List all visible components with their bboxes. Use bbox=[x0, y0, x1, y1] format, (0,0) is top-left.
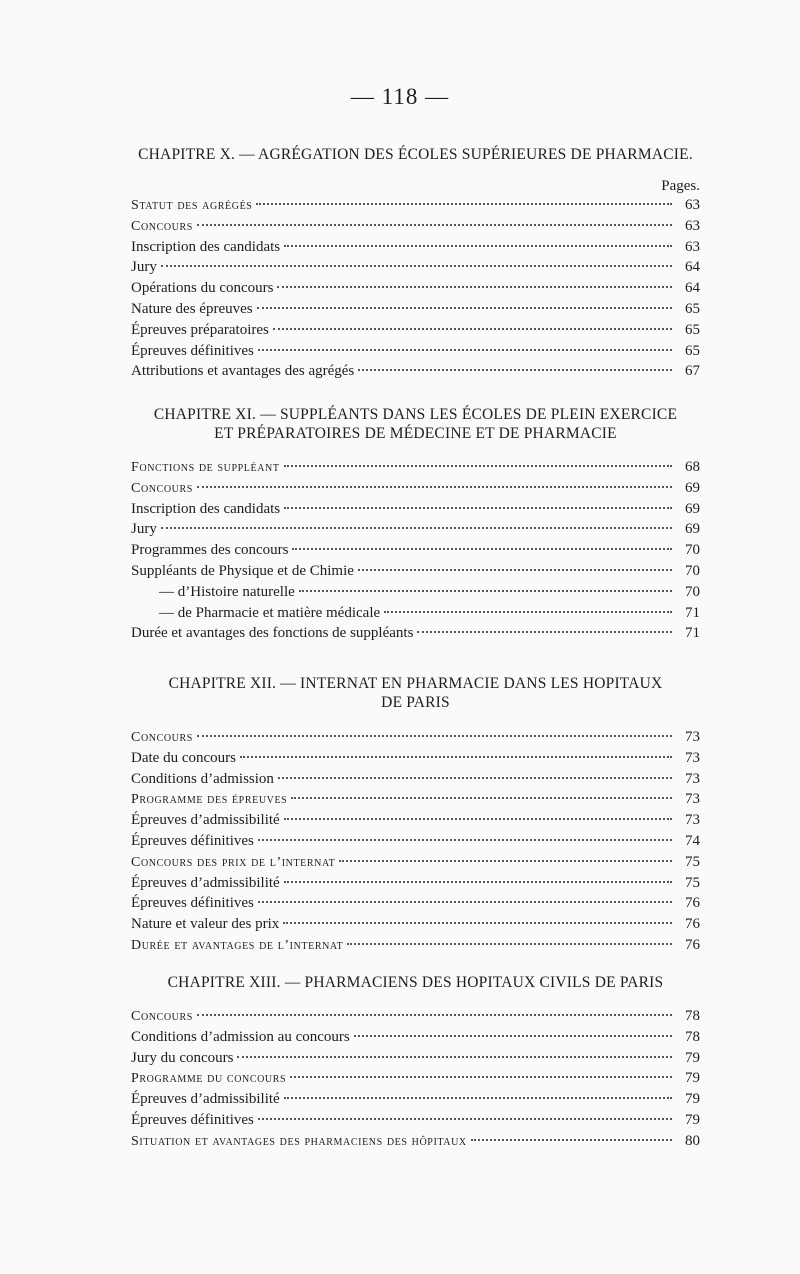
toc-entry-label: — de Pharmacie et matière médicale bbox=[159, 604, 381, 621]
dot-leader bbox=[161, 264, 672, 267]
toc-entry-page: 65 bbox=[685, 342, 700, 359]
toc-entry bbox=[131, 363, 700, 384]
dot-leader bbox=[354, 1034, 672, 1037]
chapter-entries bbox=[131, 729, 700, 958]
toc-entry-page: 78 bbox=[685, 1008, 700, 1024]
toc-entry-label: Nature et valeur des prix bbox=[131, 916, 280, 933]
toc-entry bbox=[131, 1008, 700, 1029]
toc-entry-label: Concours bbox=[131, 218, 193, 234]
dot-leader bbox=[240, 755, 672, 758]
chapter-title-line: DE PARIS bbox=[381, 694, 450, 711]
toc-entry bbox=[131, 812, 700, 833]
dot-leader bbox=[339, 859, 672, 862]
toc-entry-page: 65 bbox=[685, 321, 700, 338]
dot-leader bbox=[197, 734, 672, 737]
toc-entry bbox=[131, 1133, 700, 1154]
toc-entry-page: 73 bbox=[685, 749, 700, 766]
toc-entry bbox=[131, 343, 700, 364]
toc-entry-page: 80 bbox=[685, 1132, 700, 1149]
toc-entry bbox=[131, 1050, 700, 1071]
pages-label: Pages. bbox=[661, 178, 700, 194]
dot-leader bbox=[197, 1013, 672, 1016]
toc-entry bbox=[131, 584, 700, 605]
toc-entry bbox=[131, 605, 700, 626]
toc-entry bbox=[131, 875, 700, 896]
dot-leader bbox=[384, 610, 672, 613]
dot-leader bbox=[278, 776, 672, 779]
toc-entry bbox=[131, 563, 700, 584]
chapter-title-line: ET PRÉPARATOIRES DE MÉDECINE ET DE PHARMACIE bbox=[214, 425, 617, 442]
toc-entry-label: Concours bbox=[131, 480, 193, 496]
dot-leader bbox=[237, 1055, 672, 1058]
toc-entry-label: Durée et avantages de l’internat bbox=[131, 937, 344, 953]
toc-entry-label: Épreuves d’admissibilité bbox=[131, 812, 280, 829]
dot-leader bbox=[258, 900, 672, 903]
dot-leader bbox=[417, 630, 672, 633]
dot-leader bbox=[284, 817, 672, 820]
toc-entry-label: Inscription des candidats bbox=[131, 238, 281, 255]
toc-entry-label: Programme des épreuves bbox=[131, 792, 288, 808]
toc-entry bbox=[131, 1070, 700, 1091]
toc-entry bbox=[131, 521, 700, 542]
chapter-title bbox=[131, 145, 700, 164]
toc-entry bbox=[131, 854, 700, 875]
toc-entry bbox=[131, 937, 700, 958]
toc-entry-page: 79 bbox=[685, 1049, 700, 1066]
toc-entry bbox=[131, 916, 700, 937]
toc-entry-label: — d’Histoire naturelle bbox=[159, 583, 295, 600]
toc-entry-label: Date du concours bbox=[131, 749, 236, 766]
toc-entry-label: Jury du concours bbox=[131, 1049, 234, 1066]
toc-entry-page: 68 bbox=[685, 459, 700, 475]
toc-entry-page: 69 bbox=[685, 479, 700, 496]
toc-entry-label: Programme du concours bbox=[131, 1071, 287, 1087]
toc-entry-label: Jury bbox=[131, 521, 157, 538]
toc-entry bbox=[131, 480, 700, 501]
toc-entry-page: 75 bbox=[685, 853, 700, 870]
toc-entry bbox=[131, 218, 700, 239]
chapter-title bbox=[131, 405, 700, 443]
toc-entry-page: 64 bbox=[685, 259, 700, 276]
chapter-title-line: CHAPITRE XII. — INTERNAT EN PHARMACIE DANS LES HOPITAUX bbox=[168, 675, 663, 692]
toc-entry-page: 71 bbox=[685, 625, 700, 642]
dot-leader bbox=[197, 223, 672, 226]
toc-entry bbox=[131, 771, 700, 792]
toc-entry-page: 64 bbox=[685, 280, 700, 297]
toc-entry bbox=[131, 239, 700, 260]
toc-entry bbox=[131, 280, 700, 301]
toc-entry-label: Conditions d’admission au concours bbox=[131, 1028, 350, 1045]
dot-leader bbox=[257, 306, 672, 309]
toc-entry bbox=[131, 729, 700, 750]
toc-entry-label: Épreuves définitives bbox=[131, 342, 254, 359]
toc-entry-label: Programmes des concours bbox=[131, 542, 289, 559]
toc-entry-label: Concours bbox=[131, 1009, 193, 1024]
dot-leader bbox=[197, 485, 672, 488]
toc-entry-label: Durée et avantages des fonctions de suppléants bbox=[131, 625, 414, 642]
dot-leader bbox=[358, 368, 672, 371]
toc-entry bbox=[131, 895, 700, 916]
chapter-title bbox=[131, 973, 700, 992]
dot-leader bbox=[284, 1096, 672, 1099]
toc-entry-page: 79 bbox=[685, 1091, 700, 1108]
toc-entry-page: 67 bbox=[685, 363, 700, 380]
dot-leader bbox=[291, 796, 672, 799]
toc-entry bbox=[131, 750, 700, 771]
toc-entry bbox=[131, 833, 700, 854]
toc-entry-page: 65 bbox=[685, 300, 700, 317]
chapter-title bbox=[131, 674, 700, 712]
toc-entry-page: 73 bbox=[685, 770, 700, 787]
toc-entry-label: Conditions d’admission bbox=[131, 770, 274, 787]
toc-entry bbox=[131, 322, 700, 343]
chapter-entries bbox=[131, 459, 700, 646]
chapter-entries bbox=[131, 197, 700, 384]
toc-entry-label: Épreuves définitives bbox=[131, 895, 254, 912]
toc-entry-label: Épreuves d’admissibilité bbox=[131, 1091, 280, 1108]
dot-leader bbox=[256, 202, 672, 205]
toc-entry-page: 73 bbox=[685, 812, 700, 829]
toc-entry-label: Fonctions de suppléant bbox=[131, 460, 280, 475]
dot-leader bbox=[299, 589, 672, 592]
dot-leader bbox=[284, 464, 672, 467]
toc-entry-label: Concours des prix de l’internat bbox=[131, 854, 336, 870]
toc-entry bbox=[131, 459, 700, 480]
toc-entry-label: Concours bbox=[131, 730, 193, 745]
chapter-title-line: CHAPITRE XIII. — PHARMACIENS DES HOPITAUX CIVILS DE PARIS bbox=[167, 974, 664, 991]
toc-entry bbox=[131, 1112, 700, 1133]
dot-leader bbox=[292, 547, 672, 550]
toc-entry-page: 70 bbox=[685, 562, 700, 579]
toc-entry bbox=[131, 1091, 700, 1112]
toc-entry-page: 75 bbox=[685, 874, 700, 891]
toc-entry-page: 63 bbox=[685, 238, 700, 255]
toc-entry-label: Suppléants de Physique et de Chimie bbox=[131, 562, 354, 579]
dot-leader bbox=[273, 327, 672, 330]
toc-entry bbox=[131, 197, 700, 218]
toc-entry-page: 79 bbox=[685, 1070, 700, 1087]
toc-entry-page: 69 bbox=[685, 500, 700, 517]
toc-entry-label: Inscription des candidats bbox=[131, 500, 281, 517]
toc-entry-label: Statut des agrégés bbox=[131, 198, 253, 213]
toc-entry bbox=[131, 625, 700, 646]
dot-leader bbox=[358, 568, 672, 571]
dot-leader bbox=[284, 880, 672, 883]
chapter-title-line: CHAPITRE XI. — SUPPLÉANTS DANS LES ÉCOLES DE PLEIN EXERCICE bbox=[153, 406, 678, 423]
toc-entry-page: 79 bbox=[685, 1111, 700, 1128]
toc-entry bbox=[131, 542, 700, 563]
toc-entry bbox=[131, 259, 700, 280]
dot-leader bbox=[258, 348, 672, 351]
toc-entry bbox=[131, 791, 700, 812]
toc-entry bbox=[131, 501, 700, 522]
toc-entry-page: 69 bbox=[685, 521, 700, 538]
dot-leader bbox=[258, 838, 672, 841]
dot-leader bbox=[258, 1117, 672, 1120]
toc-entry-page: 63 bbox=[685, 217, 700, 234]
toc-entry-label: Situation et avantages des pharmaciens des hôpitaux bbox=[131, 1133, 467, 1149]
toc-entry bbox=[131, 301, 700, 322]
toc-entry-label: Épreuves définitives bbox=[131, 1111, 254, 1128]
chapter-entries bbox=[131, 1008, 700, 1154]
dot-leader bbox=[290, 1075, 672, 1078]
toc-entry-page: 73 bbox=[685, 791, 700, 808]
toc-entry-label: Opérations du concours bbox=[131, 280, 274, 297]
page-number: — 118 — bbox=[350, 84, 450, 109]
toc-entry-label: Épreuves préparatoires bbox=[131, 321, 269, 338]
dot-leader bbox=[471, 1138, 672, 1141]
dot-leader bbox=[284, 244, 672, 247]
dot-leader bbox=[347, 942, 672, 945]
toc-entry-page: 70 bbox=[685, 542, 700, 559]
toc-entry-page: 70 bbox=[685, 583, 700, 600]
toc-entry-label: Attributions et avantages des agrégés bbox=[131, 363, 355, 380]
toc-entry bbox=[131, 1029, 700, 1050]
dot-leader bbox=[277, 285, 672, 288]
toc-entry-page: 63 bbox=[685, 197, 700, 213]
dot-leader bbox=[284, 506, 672, 509]
toc-entry-label: Jury bbox=[131, 259, 157, 276]
dot-leader bbox=[161, 526, 672, 529]
dot-leader bbox=[283, 921, 672, 924]
toc-entry-page: 76 bbox=[685, 916, 700, 933]
toc-entry-page: 76 bbox=[685, 895, 700, 912]
toc-entry-page: 73 bbox=[685, 729, 700, 745]
toc-entry-page: 78 bbox=[685, 1028, 700, 1045]
toc-entry-page: 74 bbox=[685, 832, 700, 849]
toc-entry-page: 76 bbox=[685, 936, 700, 953]
toc-entry-page: 71 bbox=[685, 604, 700, 621]
chapter-title-line: CHAPITRE X. — AGRÉGATION DES ÉCOLES SUPÉRIEURES DE PHARMACIE. bbox=[138, 146, 693, 163]
toc-entry-label: Nature des épreuves bbox=[131, 300, 253, 317]
toc-entry-label: Épreuves définitives bbox=[131, 832, 254, 849]
toc-entry-label: Épreuves d’admissibilité bbox=[131, 874, 280, 891]
